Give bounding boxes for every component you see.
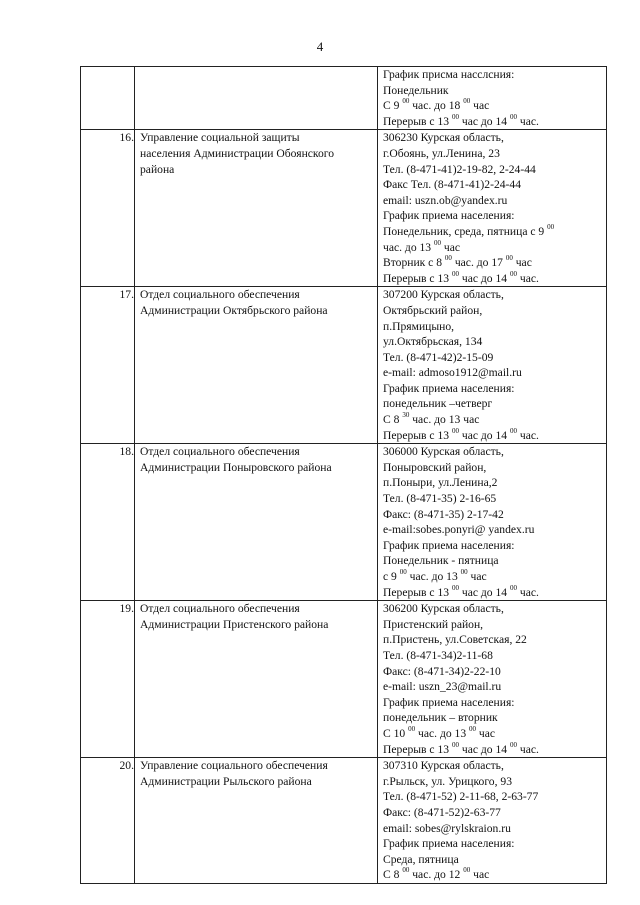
contact-info-line: Тел. (8-471-34)2-11-68 (383, 648, 493, 662)
time-minutes-superscript: 00 (451, 740, 459, 749)
institution-name-line: Администрации Пристенского района (140, 617, 329, 631)
institution-name-line: населения Администрации Обоянского (140, 146, 335, 160)
institution-name-line: Управление социальной защиты (140, 131, 300, 145)
institution-name (135, 601, 378, 758)
contact-info-line: График приема населения: (383, 209, 515, 223)
time-minutes-superscript: 00 (463, 866, 471, 875)
contact-info-line: С 8 $^{00}$ час. до 12 $^{00}$ час (383, 866, 490, 882)
institution-name-line: Отдел социального обеспечения (140, 445, 300, 459)
time-minutes-superscript: 00 (505, 254, 513, 263)
contact-info-line: email: sobes@rylskraion.ru (383, 821, 511, 835)
contact-info-line: График приема населения: (383, 381, 515, 395)
contact-info (378, 444, 607, 601)
row-number: 17. (81, 287, 135, 444)
contact-info-line: час. до 13 $^{00}$ час (383, 238, 461, 254)
contact-info-line: с 9 $^{00}$ час. до 13 $^{00}$ час (383, 568, 487, 583)
time-minutes-superscript: 00 (451, 583, 459, 592)
time-minutes-superscript: 00 (402, 97, 410, 106)
table-row (81, 601, 607, 758)
contact-info-line: С 8 $^{30}$ час. до 13 час (383, 411, 480, 427)
contact-info-line: С 9 $^{00}$ час. до 18 $^{00}$ час (383, 97, 490, 113)
contact-info-line: 307310 Курская область, (383, 759, 504, 773)
institution-name-line: Отдел социального обеспечения (140, 288, 300, 302)
contact-info-line: 306230 Курская область, (383, 131, 504, 145)
contact-info-line: г.Рыльск, ул. Урицкого, 93 (383, 774, 512, 788)
time-minutes-superscript: 00 (399, 568, 407, 576)
contact-info-line: 306000 Курская область, (383, 445, 504, 459)
institution-name-line: Администрации Рыльского района (140, 774, 312, 788)
contact-info-line: Факс: (8-471-34)2-22-10 (383, 664, 501, 678)
contact-info-line: Понедельник - пятница (383, 554, 499, 568)
time-minutes-superscript: 00 (460, 568, 468, 576)
contact-info-line: п.Прямицыно, (383, 319, 455, 333)
institution-name-line: Отдел социального обеспечения (140, 602, 300, 616)
time-minutes-superscript: 00 (451, 269, 459, 278)
contact-info-line: 306200 Курская область, (383, 602, 504, 616)
contact-info-line: График приема населения: (383, 695, 515, 709)
contact-info-line: г.Обоянь, ул.Ленина, 23 (383, 146, 500, 160)
contact-info-line: График приема населения: (383, 837, 515, 851)
time-minutes-superscript: 00 (509, 426, 517, 435)
contact-info-line: e-mail: uszn_23@mail.ru (383, 680, 502, 694)
table-row (81, 67, 607, 130)
contact-info-line: Факс: (8-471-35) 2-17-42 (383, 507, 504, 521)
institution-name (135, 287, 378, 444)
contact-info-line: Понедельник, среда, пятница с 9 $^{00}$ (383, 222, 555, 238)
contact-info-line: Октябрьский район, (383, 303, 483, 317)
time-minutes-superscript: 00 (408, 724, 416, 733)
time-minutes-superscript: 00 (434, 238, 442, 247)
contact-info-line: 307200 Курская область, (383, 288, 504, 302)
time-minutes-superscript: 00 (509, 112, 517, 121)
contact-info-line: e-mail:sobes.ponyri@ yandex.ru (383, 523, 535, 537)
time-minutes-superscript: 30 (402, 411, 410, 420)
page-number: 4 (316, 39, 324, 54)
row-number: 16. (81, 130, 135, 287)
institution-name (135, 758, 378, 884)
row-number (81, 67, 135, 130)
time-minutes-superscript: 00 (451, 112, 459, 121)
time-minutes-superscript: 00 (547, 222, 555, 231)
time-minutes-superscript: 00 (509, 269, 517, 278)
contact-info-line: Понедельник (383, 83, 449, 97)
contact-info (378, 130, 607, 287)
table-row (81, 287, 607, 444)
contact-info-line: Перерыв с 13 $^{00}$ час до 14 $^{00}$ час. (383, 583, 539, 599)
institution-name (135, 444, 378, 601)
contact-info-line: Факс Тел. (8-471-41)2-24-44 (383, 178, 521, 192)
contact-info-line: Перерыв с 13 $^{00}$ час до 14 $^{00}$ час. (383, 269, 539, 285)
contact-info-line: Поныровский район, (383, 460, 487, 474)
institution-name-line: района (140, 162, 175, 176)
contact-info-line: Тел. (8-471-52) 2-11-68, 2-63-77 (383, 790, 539, 804)
contact-info (378, 287, 607, 444)
time-minutes-superscript: 00 (444, 254, 452, 263)
table-row (81, 758, 607, 884)
institution-name (135, 130, 378, 287)
table-row (81, 444, 607, 601)
time-minutes-superscript: 00 (463, 97, 471, 106)
contact-info-line: Тел. (8-471-35) 2-16-65 (383, 492, 497, 506)
institution-name-line: Управление социального обеспечения (140, 759, 328, 773)
institution-name-line: Администрации Октябрьского района (140, 303, 328, 317)
institution-name (135, 67, 378, 130)
contact-info-line: С 10 $^{00}$ час. до 13 $^{00}$ час (383, 724, 496, 740)
time-minutes-superscript: 00 (451, 426, 459, 435)
row-number: 18. (81, 444, 135, 601)
contact-info-line: Факс: (8-471-52)2-63-77 (383, 805, 501, 819)
contact-info-line: п.Поныри, ул.Ленина,2 (383, 476, 498, 490)
row-number: 20. (81, 758, 135, 884)
institutions-table (80, 66, 607, 884)
time-minutes-superscript: 00 (509, 740, 517, 749)
contact-info-line: понедельник –четверг (383, 397, 493, 411)
time-minutes-superscript: 00 (469, 724, 477, 733)
time-minutes-superscript: 00 (509, 583, 517, 592)
contact-info-line: Пристенский район, (383, 617, 484, 631)
row-number: 19. (81, 601, 135, 758)
contact-info-line: Среда, пятница (383, 852, 459, 866)
contact-info (378, 601, 607, 758)
table-body (81, 67, 607, 884)
institution-name-line: Администрации Поныровского района (140, 460, 332, 474)
contact-info-line: e-mail: admoso1912@mail.ru (383, 366, 522, 380)
contact-info (378, 67, 607, 130)
contact-info-line: Перерыв с 13 $^{00}$ час до 14 $^{00}$ час. (383, 112, 539, 128)
table-row (81, 130, 607, 287)
contact-info-line: Тел. (8-471-42)2-15-09 (383, 350, 494, 364)
contact-info-line: понедельник – вторник (383, 711, 498, 725)
contact-info-line: Перерыв с 13 $^{00}$ час до 14 $^{00}$ час. (383, 740, 539, 756)
contact-info-line: п.Пристень, ул.Советская, 22 (383, 633, 527, 647)
contact-info-line: Перерыв с 13 $^{00}$ час до 14 $^{00}$ час. (383, 426, 539, 442)
contact-info-line: Тел. (8-471-41)2-19-82, 2-24-44 (383, 162, 536, 176)
time-minutes-superscript: 00 (402, 866, 410, 875)
contact-info (378, 758, 607, 884)
contact-info-line: ул.Октябрьская, 134 (383, 335, 483, 349)
contact-info-line: email: uszn.ob@yandex.ru (383, 193, 508, 207)
contact-info-line: Вторник с 8 $^{00}$ час. до 17 $^{00}$ час (383, 254, 532, 270)
contact-info-line: График приема населения: (383, 538, 515, 552)
contact-info-line: График присма насслсния: (383, 68, 515, 81)
